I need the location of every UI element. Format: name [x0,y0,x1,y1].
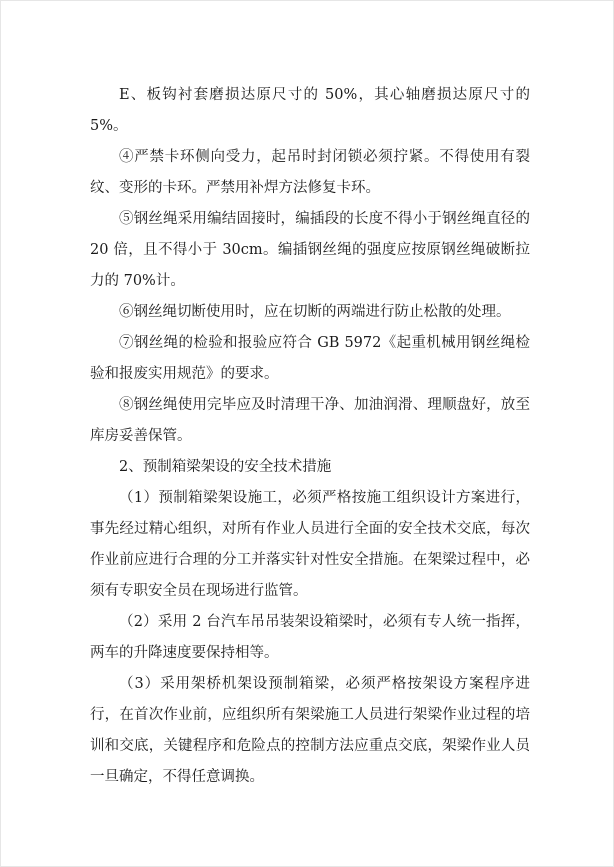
document-body [90,80,530,793]
paragraph-rope-storage: ⑧钢丝绳使用完毕应及时清理干净、加油润滑、理顺盘好，放至库房妥善保管。 [90,397,530,444]
paragraph-shackle-rules: ④严禁卡环侧向受力，起吊时封闭锁必须拧紧。不得使用有裂纹、变形的卡环。严禁用补焊方法修复卡环。 [90,149,530,196]
paragraph-rope-cutting: ⑥钢丝绳切断使用时，应在切断的两端进行防止松散的处理。 [119,304,511,320]
section-heading-box-girder: 2、预制箱梁架设的安全技术措施 [119,459,332,475]
paragraph-rope-inspection: ⑦钢丝绳的检验和报验应符合 GB 5972《起重机械用钢丝绳检验和报废实用规范》的要求。 [90,335,530,382]
paragraph-bushing-wear: E、板钩衬套磨损达原尺寸的 50%，其心轴磨损达原尺寸的 5%。 [90,87,530,134]
paragraph-item-2: （2）采用 2 台汽车吊吊装架设箱梁时，必须有专人统一指挥，两车的升降速度要保持相等。 [90,614,530,661]
paragraph-item-1: （1）预制箱梁架设施工，必须严格按施工组织设计方案进行，事先经过精心组织，对所有作业人员进行全面的安全技术交底，每次作业前应进行合理的分工并落实针对性安全措施。在架梁过程中，必须有专职安全员在现场进行监管。 [90,490,530,599]
paragraph-item-3: （3）采用架桥机架设预制箱梁，必须严格按架设方案程序进行，在首次作业前，应组织所有架梁施工人员进行架梁作业过程的培训和交底，关键程序和危险点的控制方法应重点交底，架梁作业人员一旦确定，不得任意调换。 [90,676,530,785]
paragraph-rope-splicing: ⑤钢丝绳采用编结固接时，编插段的长度不得小于钢丝绳直径的 20 倍，且不得小于 30cm。编插钢丝绳的强度应按原钢丝绳破断拉力的 70%计。 [90,211,530,289]
